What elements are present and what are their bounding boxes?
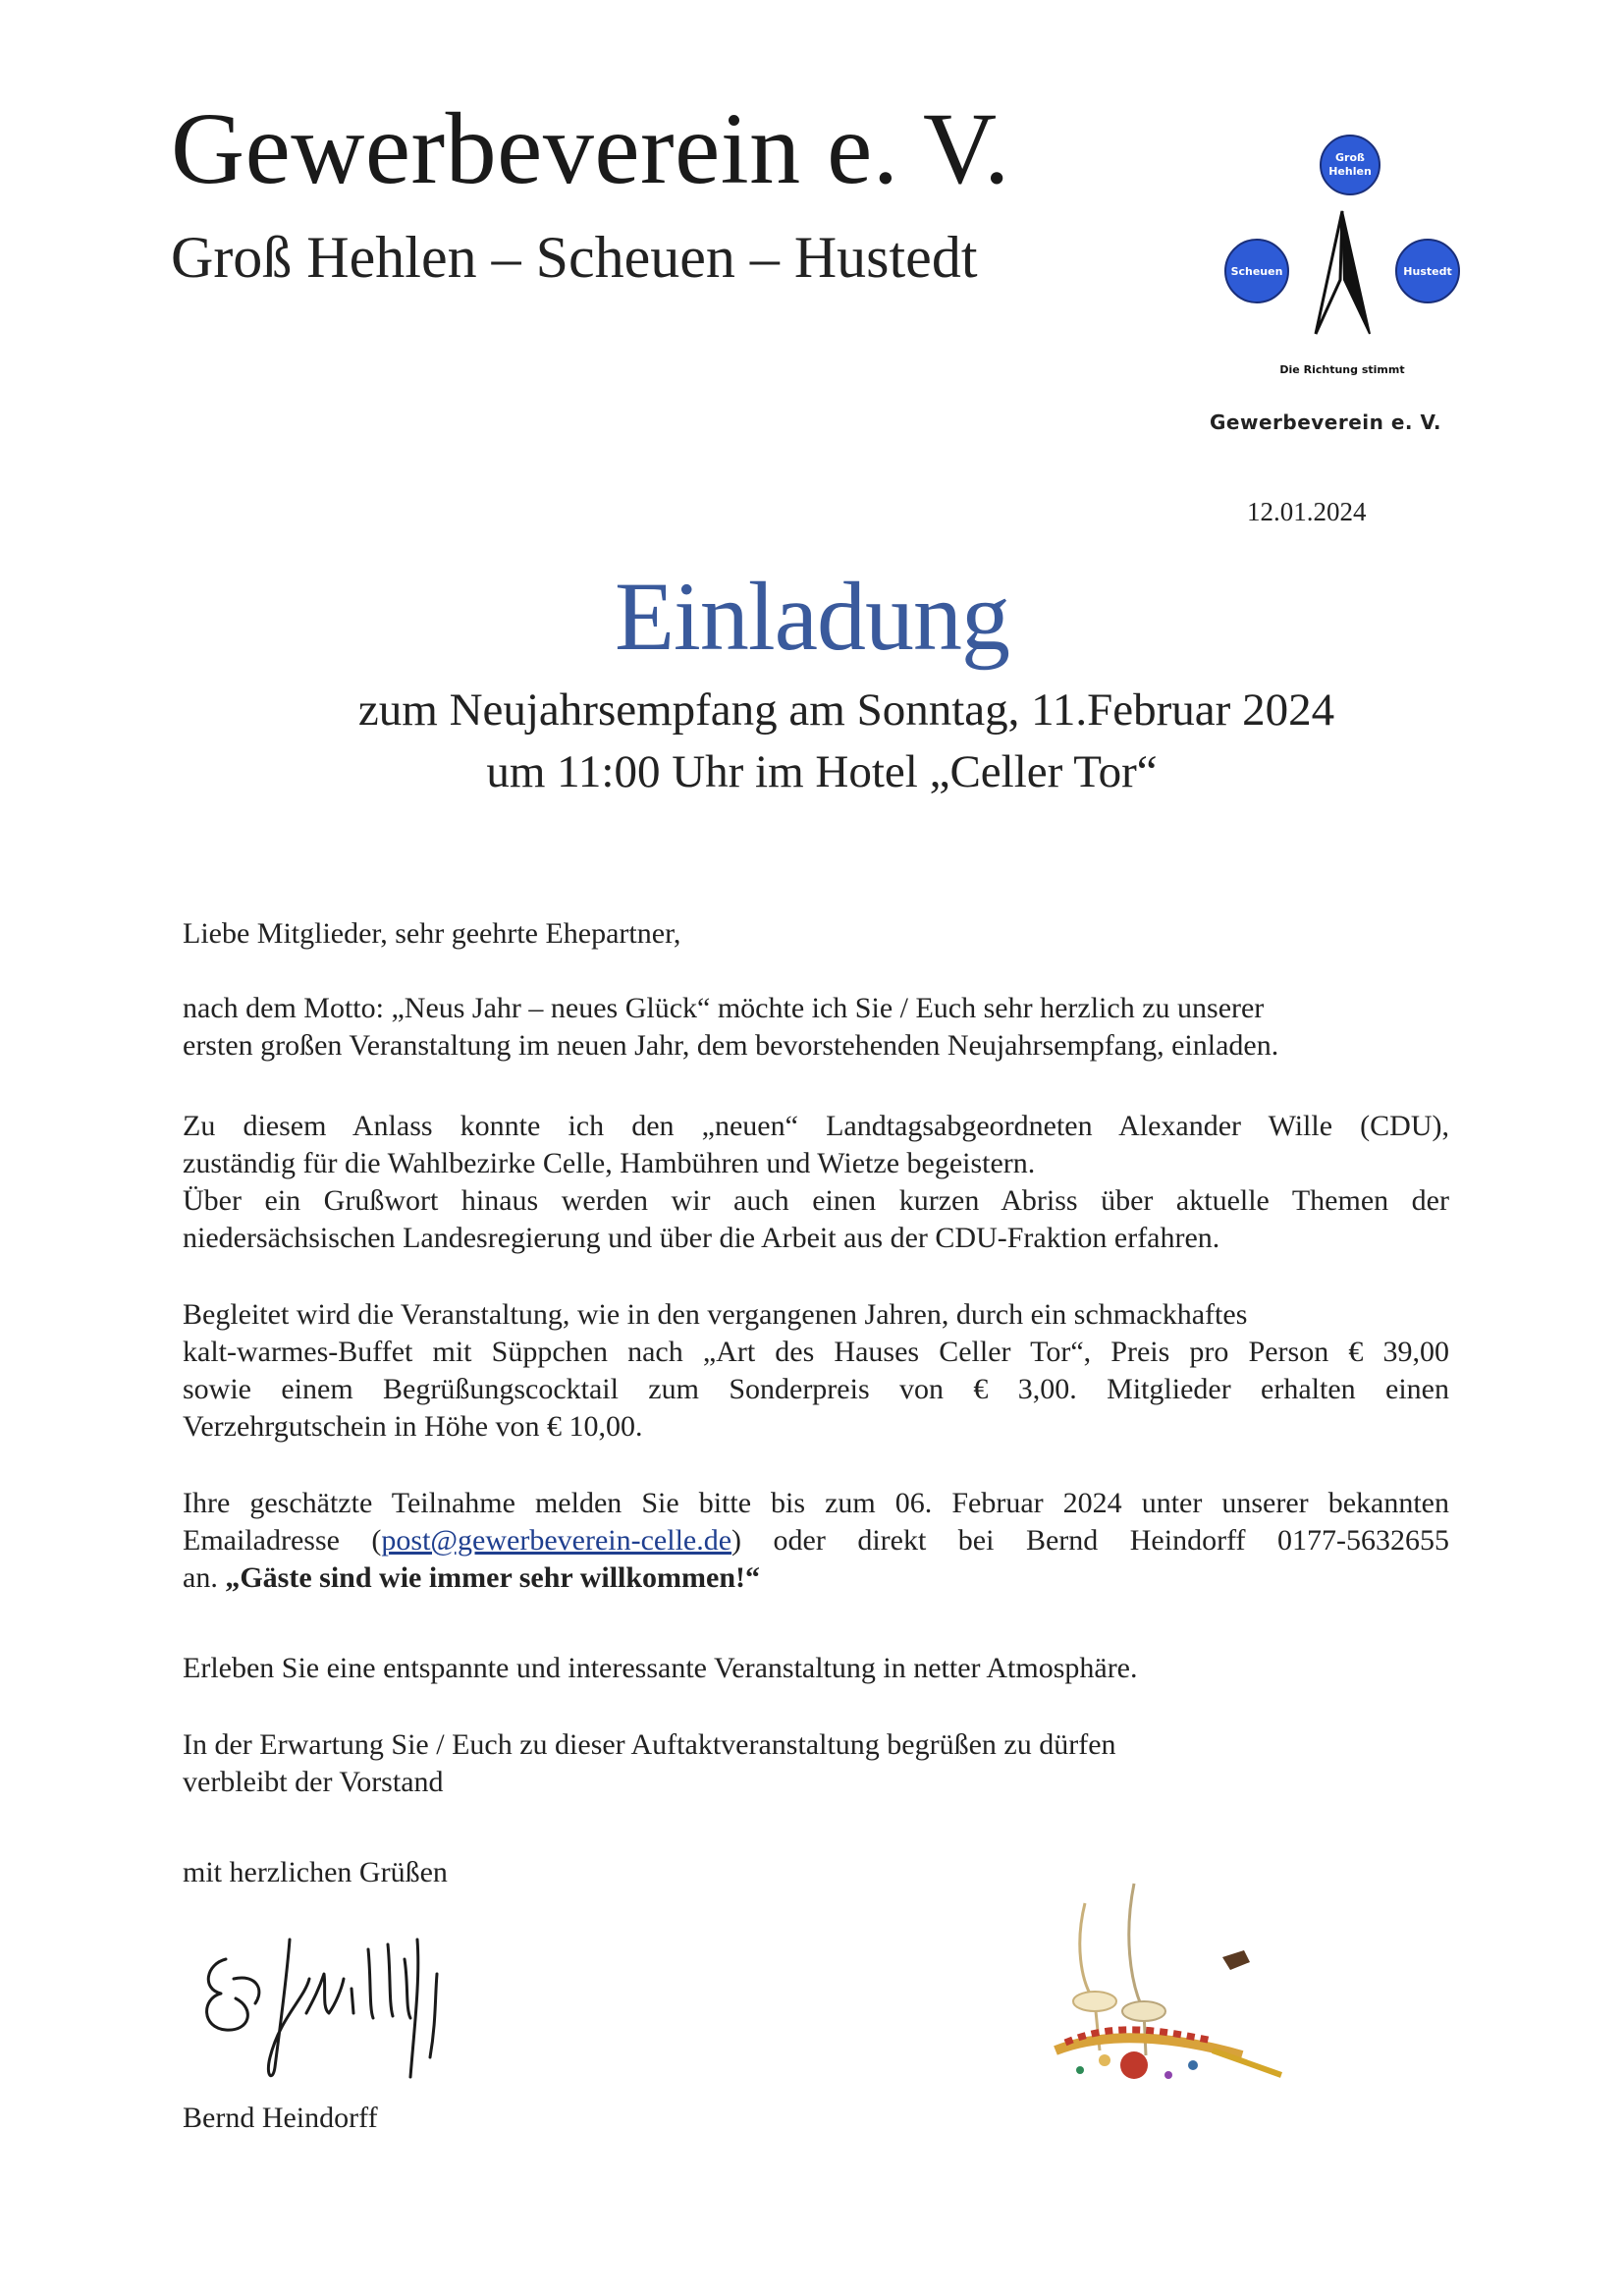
paragraph-line: Zu diesem Anlass konnte ich den „neuen“ Landtagsabgeordneten Alexander Wille (CDU),: [183, 1110, 1449, 1142]
paragraph-line: zuständig für die Wahlbezirke Celle, Hambühren und Wietze begeistern.: [183, 1147, 1036, 1179]
logo-slogan: Die Richtung stimmt: [1279, 363, 1405, 376]
logo-caption: Gewerbeverein e. V.: [1210, 410, 1441, 434]
paragraph-line: Erleben Sie eine entspannte und interessante Veranstaltung in netter Atmosphäre.: [183, 1652, 1138, 1684]
party-decoration-image: [987, 1864, 1301, 2090]
paragraph-line: ersten großen Veranstaltung im neuen Jahr, dem bevorstehenden Neujahrsempfang, einladen.: [183, 1029, 1279, 1062]
invitation-line-2: um 11:00 Uhr im Hotel „Celler Tor“: [486, 746, 1158, 797]
paragraph-line: kalt-warmes-Buffet mit Süppchen nach „Art des Hauses Celler Tor“, Preis pro Person € 39,00: [183, 1336, 1449, 1368]
paragraph-line: In der Erwartung Sie / Euch zu dieser Auftaktveranstaltung begrüßen zu dürfen: [183, 1728, 1116, 1761]
paragraph-line: Verzehrgutschein in Höhe von € 10,00.: [183, 1410, 643, 1443]
paragraph-line: Begleitet wird die Veranstaltung, wie in den vergangenen Jahren, durch ein schmackhaftes: [183, 1298, 1248, 1331]
arrow-right-blade: [1342, 211, 1370, 334]
paragraph-line: Ihre geschätzte Teilnahme melden Sie bitte bis zum 06. Februar 2024 unter unserer bekannten: [183, 1487, 1449, 1519]
paragraph-expectation: [183, 1726, 1449, 1801]
paragraph-registration: [183, 1485, 1449, 1597]
invitation-heading: Einladung: [614, 562, 1010, 671]
circle-top-label-1: Groß: [1335, 151, 1365, 164]
email-link[interactable]: post@gewerbeverein-celle.de: [381, 1524, 732, 1557]
association-logo: [1222, 133, 1463, 383]
paragraph-line: nach dem Motto: „Neus Jahr – neues Glück“ möchte ich Sie / Euch sehr herzlich zu unserer: [183, 992, 1265, 1024]
letter-date: 12.01.2024: [1247, 497, 1367, 526]
arrow-left-blade: [1316, 211, 1342, 334]
signer-name-text: Bernd Heindorff: [183, 2102, 378, 2134]
circle-left-label: Scheuen: [1230, 265, 1283, 278]
circle-top-label-2: Hehlen: [1328, 165, 1372, 178]
greeting: [183, 915, 1449, 953]
org-title: Gewerbeverein e. V.: [171, 92, 1010, 205]
guests-welcome: „Gäste sind wie immer sehr willkommen!“: [225, 1561, 761, 1594]
greeting-text: Liebe Mitglieder, sehr geehrte Ehepartner,: [183, 917, 681, 950]
closing-text: mit herzlichen Grüßen: [183, 1856, 448, 1888]
paragraph-guest-speaker: [183, 1108, 1449, 1257]
guests-prefix: an.: [183, 1561, 226, 1594]
circle-right-label: Hustedt: [1403, 265, 1452, 278]
email-suffix: ) oder direkt bei Bernd Heindorff 0177-5632655: [731, 1524, 1449, 1557]
paragraph-line: sowie einem Begrüßungscocktail zum Sonderpreis von € 3,00. Mitglieder erhalten einen: [183, 1373, 1449, 1405]
paragraph-motto: [183, 990, 1449, 1065]
paragraph-atmosphere: [183, 1650, 1449, 1687]
org-subtitle: Groß Hehlen – Scheuen – Hustedt: [171, 225, 978, 290]
paragraph-line-email: [183, 1522, 1449, 1559]
signer-name: [183, 2100, 1449, 2137]
paragraph-line: Über ein Grußwort hinaus werden wir auch einen kurzen Abriss über aktuelle Themen der: [183, 1184, 1449, 1217]
invitation-line-1: zum Neujahrsempfang am Sonntag, 11.Februar 2024: [357, 684, 1335, 736]
paragraph-line: niedersächsischen Landesregierung und über die Arbeit aus der CDU-Fraktion erfahren.: [183, 1222, 1220, 1254]
paragraph-buffet: [183, 1296, 1449, 1446]
email-prefix: Emailadresse (: [183, 1524, 382, 1557]
paragraph-line-guests: [183, 1559, 1449, 1597]
paragraph-line: verbleibt der Vorstand: [183, 1766, 444, 1798]
handwritten-signature: [196, 1920, 520, 2092]
